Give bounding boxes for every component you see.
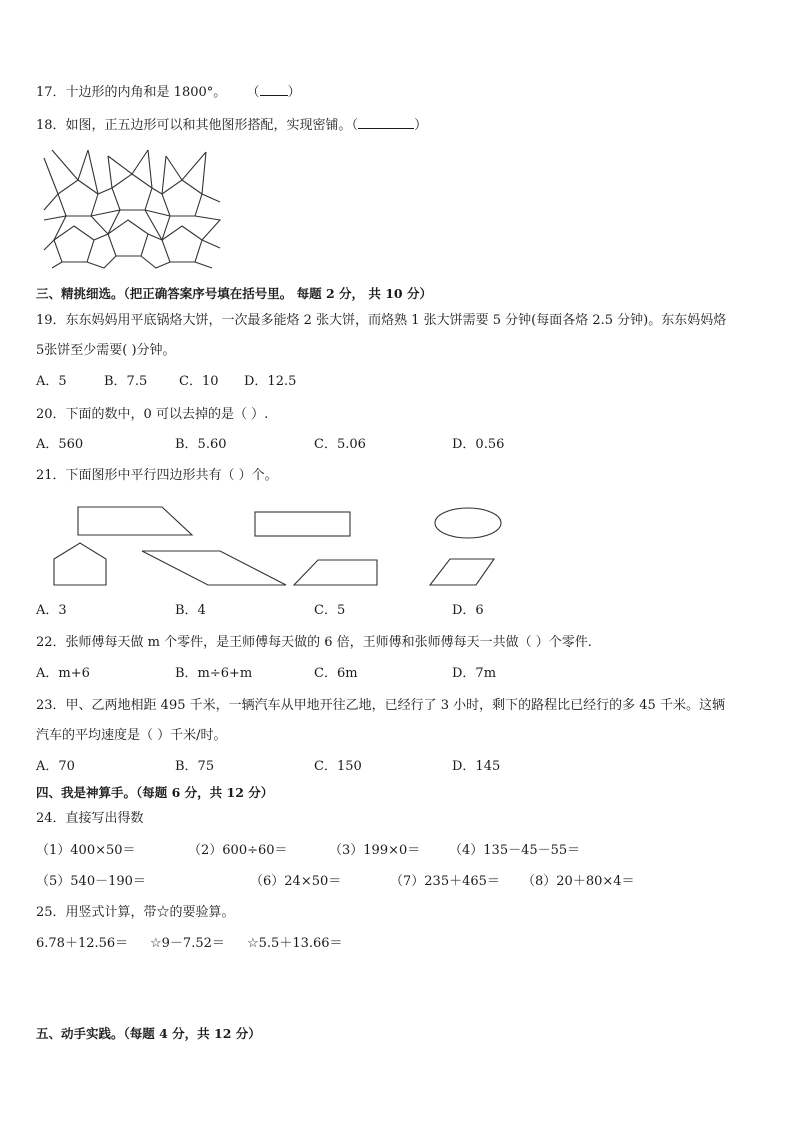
quadrilaterals-figure	[50, 503, 510, 593]
q21-option-c[interactable]: C．5	[314, 603, 346, 618]
q24-item-1: （1）400×50＝	[36, 843, 136, 858]
q19-option-b[interactable]: B．7.5	[104, 374, 148, 389]
question-19-line2: 5张饼至少需要( )分钟。	[36, 343, 176, 358]
q22-option-c[interactable]: C．6m	[314, 666, 358, 681]
question-17	[36, 81, 301, 103]
q21-option-b[interactable]: B．4	[175, 603, 206, 618]
answer-blank-17[interactable]	[260, 81, 288, 96]
q24-item-8: （8）20＋80×4＝	[522, 874, 635, 889]
question-18-text: 18．如图，正五边形可以和其他图形搭配，实现密铺。	[36, 118, 352, 133]
q19-option-d[interactable]: D．12.5	[244, 374, 297, 389]
question-25-title: 25．用竖式计算，带☆的要验算。	[36, 905, 235, 920]
trapezoid-right-shape	[294, 560, 377, 585]
q24-item-5: （5）540－190＝	[36, 874, 146, 889]
q20-option-d[interactable]: D．0.56	[452, 437, 505, 452]
q24-item-4: （4）135－45－55＝	[449, 843, 581, 858]
q19-option-c[interactable]: C．10	[179, 374, 219, 389]
q22-option-d[interactable]: D．7m	[452, 666, 497, 681]
q24-item-7: （7）235＋465＝	[390, 874, 500, 889]
ellipse-shape	[435, 508, 501, 538]
section-4-heading: 四、我是神算手。（每题 6 分，共 12 分）	[36, 785, 274, 800]
trapezoid-shape	[78, 507, 192, 535]
paren-close: ）	[287, 85, 301, 100]
parallelogram-wide-shape	[142, 551, 286, 585]
paren-open: （	[246, 85, 260, 100]
q20-option-c[interactable]: C．5.06	[314, 437, 366, 452]
q25-item-2: ☆9－7.52＝	[150, 936, 225, 951]
parallelogram-small-shape	[430, 559, 494, 585]
question-18	[36, 114, 427, 136]
pentagon-house-shape	[54, 543, 106, 585]
q24-item-2: （2）600÷60＝	[188, 843, 288, 858]
q19-option-a[interactable]: A．5	[36, 374, 67, 389]
q23-option-c[interactable]: C．150	[314, 759, 362, 774]
q22-option-a[interactable]: A．m+6	[36, 666, 90, 681]
q23-option-a[interactable]: A．70	[36, 759, 75, 774]
section-5-heading: 五、动手实践。（每题 4 分，共 12 分）	[36, 1026, 261, 1041]
q21-option-a[interactable]: A．3	[36, 603, 67, 618]
question-17-text: 17．十边形的内角和是 1800°。	[36, 85, 227, 100]
question-22: 22．张师傅每天做 m 个零件，是王师傅每天做的 6 倍，王师傅和张师傅每天一共做（ ）个零件.	[36, 635, 592, 650]
question-24-title: 24．直接写出得数	[36, 811, 144, 826]
q25-item-1: 6.78＋12.56＝	[36, 936, 129, 951]
rectangle-shape	[255, 512, 350, 536]
question-23-line2: 汽车的平均速度是（ ）千米/时。	[36, 728, 227, 743]
paren-close: ）	[414, 118, 428, 133]
question-21: 21．下面图形中平行四边形共有（ ）个。	[36, 468, 278, 483]
q25-item-3: ☆5.5＋13.66＝	[247, 936, 343, 951]
section-3-heading: 三、精挑细选。（把正确答案序号填在括号里。 每题 2 分， 共 10 分）	[36, 286, 432, 301]
question-20: 20．下面的数中，0 可以去掉的是（ ）.	[36, 407, 269, 422]
q22-option-b[interactable]: B．m÷6+m	[175, 666, 253, 681]
q23-option-b[interactable]: B．75	[175, 759, 215, 774]
tessellation-figure	[44, 150, 222, 268]
q20-option-b[interactable]: B．5.60	[175, 437, 227, 452]
paren-open: （	[351, 118, 359, 133]
q20-option-a[interactable]: A．560	[36, 437, 84, 452]
q24-item-6: （6）24×50＝	[250, 874, 342, 889]
q21-option-d[interactable]: D．6	[452, 603, 484, 618]
answer-blank-18[interactable]	[358, 114, 414, 129]
question-23-line1: 23．甲、乙两地相距 495 千米，一辆汽车从甲地开往乙地，已经行了 3 小时，剩下的路程比已经行的多 45 千米。这辆	[36, 698, 725, 713]
q24-item-3: （3）199×0＝	[329, 843, 421, 858]
q23-option-d[interactable]: D．145	[452, 759, 501, 774]
question-19-line1: 19．东东妈妈用平底锅烙大饼，一次最多能烙 2 张大饼，而烙熟 1 张大饼需要 5 分钟(每面各烙 2.5 分钟)。东东妈妈烙	[36, 313, 727, 328]
